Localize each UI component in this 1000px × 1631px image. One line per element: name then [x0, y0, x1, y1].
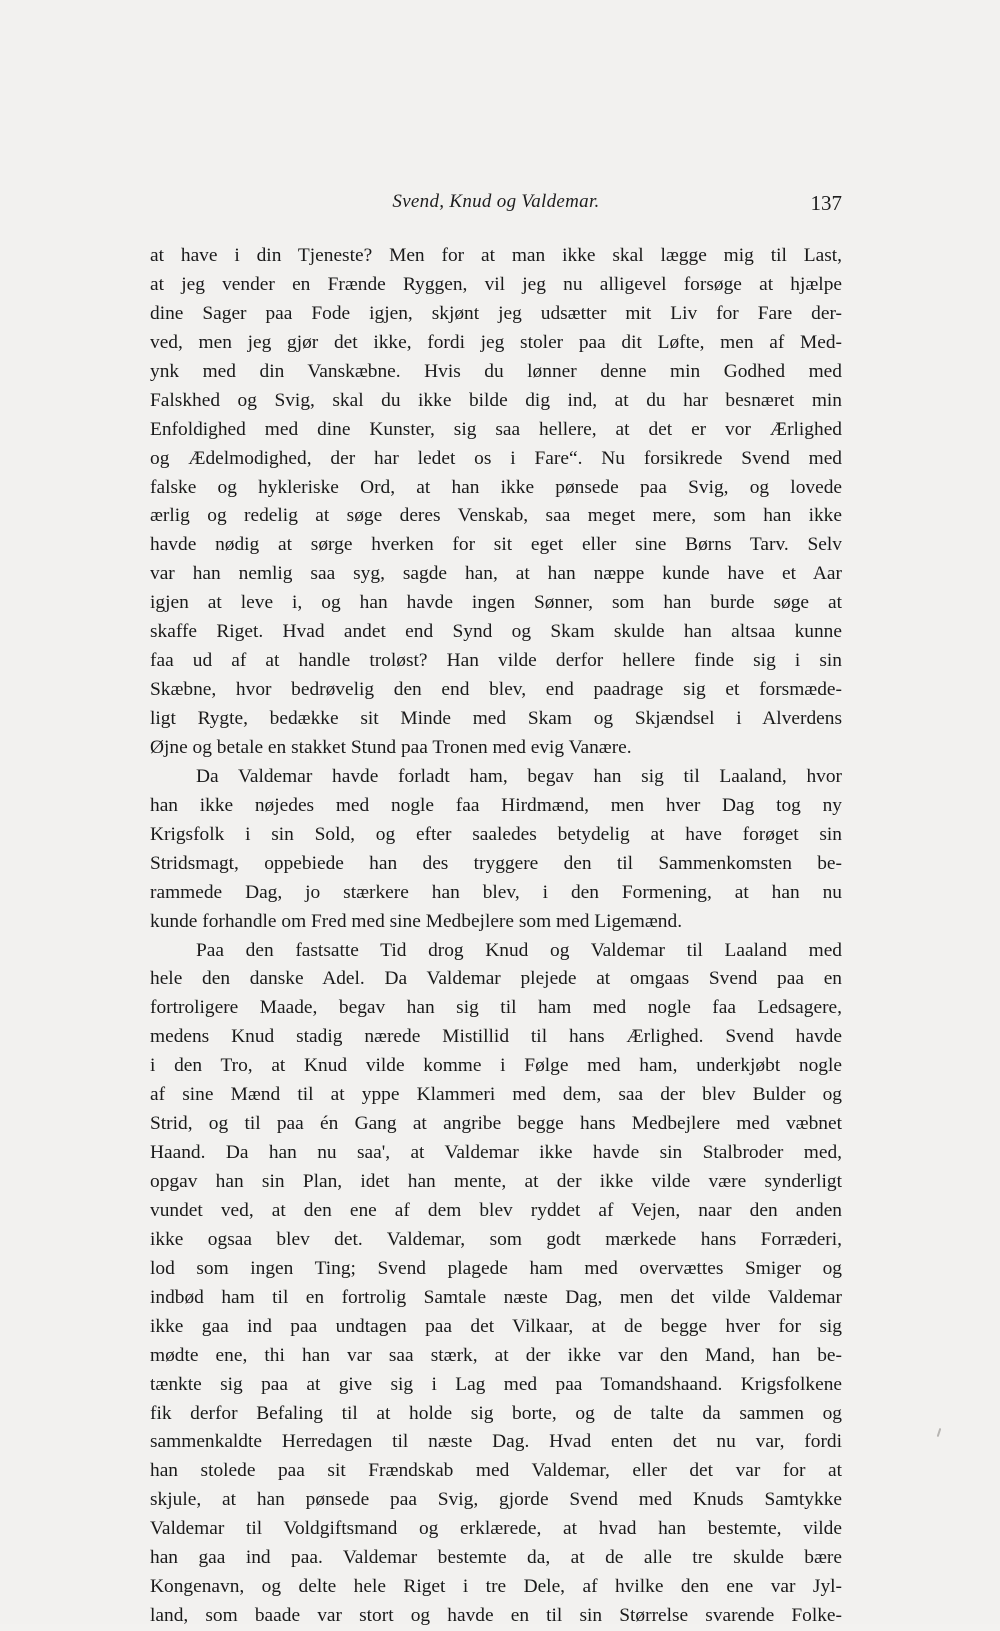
text-line: Haand. Da han nu saa', at Valdemar ikke havde sin Stalbroder med,: [150, 1142, 842, 1164]
running-head: [150, 191, 842, 219]
text-line: af sine Mænd til at yppe Klammeri med dem, saa der blev Bulder og: [150, 1084, 842, 1106]
text-line: Valdemar til Voldgiftsmand og erklærede, at hvad han bestemte, vilde: [150, 1518, 842, 1540]
text-line: ligt Rygte, bedække sit Minde med Skam og Skjændsel i Alverdens: [150, 708, 842, 729]
text-line: Krigsfolk i sin Sold, og efter saaledes betydelig at have forøget sin: [150, 823, 842, 845]
text-line: hele den danske Adel. Da Valdemar plejede at omgaas Svend paa en: [150, 968, 842, 990]
text-line: indbød ham til en fortrolig Samtale næste Dag, men det vilde Valdemar: [150, 1286, 842, 1308]
text-line: lod som ingen Ting; Svend plagede ham med overvættes Smiger og: [150, 1257, 842, 1279]
text-line: han gaa ind paa. Valdemar bestemte da, at de alle tre skulde bære: [150, 1547, 842, 1569]
text-line: opgav han sin Plan, idet han mente, at der ikke vilde være synderligt: [150, 1171, 842, 1192]
text-line: Strid, og til paa én Gang at angribe begge hans Medbejlere med væbnet: [150, 1113, 842, 1135]
text-line: ikke gaa ind paa undtagen paa det Vilkaar, at de begge hver for sig: [150, 1315, 842, 1337]
text-line: rammede Dag, jo stærkere han blev, i den Formening, at han nu: [150, 881, 842, 903]
running-title: Svend, Knud og Valdemar.: [392, 191, 600, 212]
text-line: var han nemlig saa syg, sagde han, at han næppe kunde have et Aar: [150, 563, 842, 585]
text-line: Falskhed og Svig, skal du ikke bilde dig ind, at du har besnæret min: [150, 389, 842, 411]
text-line: faa ud af at handle troløst? Han vilde derfor hellere finde sig i sin: [150, 650, 842, 672]
text-line: fortroligere Maade, begav han sig til ham med nogle faa Ledsagere,: [150, 997, 842, 1019]
text-line: land, som baade var stort og havde en til sin Størrelse svarende Folke-: [150, 1605, 842, 1627]
text-line: havde nødig at sørge hverken for sit eget eller sine Børns Tarv. Selv: [150, 534, 842, 556]
text-line: Skæbne, hvor bedrøvelig den end blev, end paadrage sig et forsmæde-: [150, 679, 842, 701]
text-line: Paa den fastsatte Tid drog Knud og Valdemar til Laaland med: [196, 939, 842, 961]
body-text: [150, 242, 842, 1631]
text-line: at have i din Tjeneste? Men for at man ikke skal lægge mig til Last,: [150, 245, 842, 266]
text-line: han ikke nøjedes med nogle faa Hirdmænd, men hver Dag tog ny: [150, 794, 842, 816]
text-line: fik derfor Befaling til at holde sig borte, og de talte da sammen og: [150, 1402, 842, 1424]
text-line: mødte ene, thi han var saa stærk, at der ikke var den Mand, han be-: [150, 1344, 842, 1366]
text-line: sammenkaldte Herredagen til næste Dag. Hvad enten det nu var, fordi: [150, 1431, 842, 1453]
text-line: skaffe Riget. Hvad andet end Synd og Skam skulde han altsaa kunne: [150, 621, 842, 643]
text-line: ikke ogsaa blev det. Valdemar, som godt mærkede hans Forræderi,: [150, 1228, 842, 1250]
paper-speck: [937, 1428, 942, 1437]
text-line: Stridsmagt, oppebiede han des tryggere den til Sammenkomsten be-: [150, 852, 842, 874]
text-line: Kongenavn, og delte hele Riget i tre Dele, af hvilke den ene var Jyl-: [150, 1576, 842, 1598]
text-line: han stolede paa sit Frændskab med Valdemar, eller det var for at: [150, 1460, 842, 1482]
page-number: 137: [810, 191, 842, 215]
text-line: vundet ved, at den ene af dem blev ryddet af Vejen, naar den anden: [150, 1199, 842, 1221]
text-line: og Ædelmodighed, der har ledet os i Fare“. Nu forsikrede Svend med: [150, 447, 842, 469]
text-line: skjule, at han pønsede paa Svig, gjorde Svend med Knuds Samtykke: [150, 1489, 842, 1511]
text-line: kunde forhandle om Fred med sine Medbejlere som med Ligemænd.: [150, 910, 683, 932]
text-line: tænkte sig paa at give sig i Lag med paa Tomandshaand. Krigsfolkene: [150, 1373, 842, 1395]
text-line: ærlig og redelig at søge deres Venskab, saa meget mere, som han ikke: [150, 505, 842, 527]
text-line: Øjne og betale en stakket Stund paa Tronen med evig Vanære.: [150, 736, 632, 758]
text-line: medens Knud stadig nærede Mistillid til hans Ærlighed. Svend havde: [150, 1026, 842, 1048]
text-line: Enfoldighed med dine Kunster, sig saa hellere, at det er vor Ærlighed: [150, 418, 842, 440]
text-line: igjen at leve i, og han havde ingen Sønner, som han burde søge at: [150, 592, 842, 614]
text-line: at jeg vender en Frænde Ryggen, vil jeg nu alligevel forsøge at hjælpe: [150, 273, 842, 295]
text-line: ved, men jeg gjør det ikke, fordi jeg stoler paa dit Løfte, men af Med-: [150, 331, 842, 353]
text-line: dine Sager paa Fode igjen, skjønt jeg udsætter mit Liv for Fare der-: [150, 302, 842, 324]
text-line: Da Valdemar havde forladt ham, begav han sig til Laaland, hvor: [196, 765, 842, 787]
text-line: i den Tro, at Knud vilde komme i Følge med ham, underkjøbt nogle: [150, 1055, 842, 1077]
text-line: falske og hykleriske Ord, at han ikke pønsede paa Svig, og lovede: [150, 476, 842, 498]
text-line: ynk med din Vanskæbne. Hvis du lønner denne min Godhed med: [150, 360, 842, 382]
